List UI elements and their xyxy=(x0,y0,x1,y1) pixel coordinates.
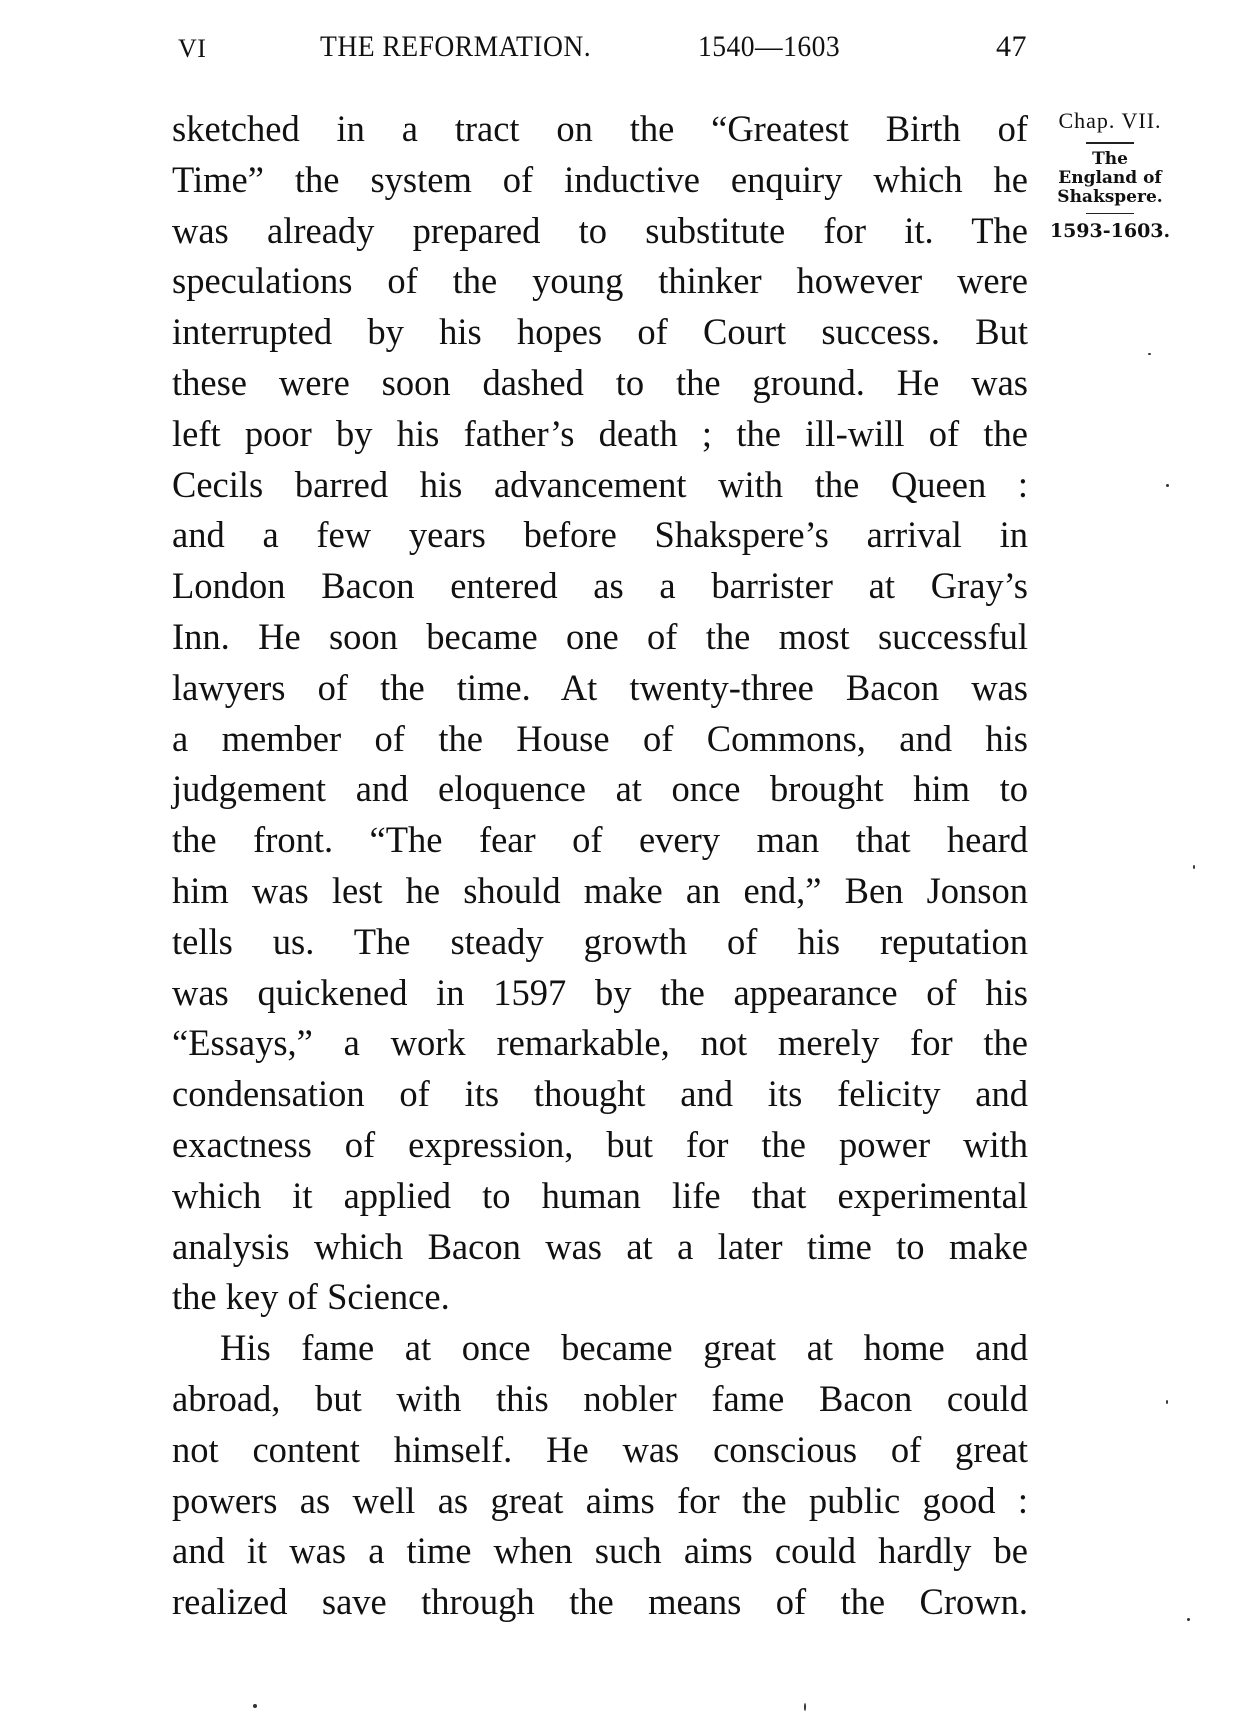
scan-speck xyxy=(1166,1400,1168,1404)
margin-note xyxy=(1035,108,1185,242)
text-line: condensation of its thought and its felicity and xyxy=(172,1073,1028,1115)
text-line: him was lest he should make an end,” Ben Jonson xyxy=(172,869,1028,911)
text-line: powers as well as great aims for the public good : xyxy=(172,1479,1028,1521)
text-line: His fame at once became great at home and xyxy=(220,1327,1028,1369)
scan-speck xyxy=(1193,865,1195,869)
text-line: which it applied to human life that experimental xyxy=(172,1174,1028,1216)
text-line: and it was a time when such aims could hardly be xyxy=(172,1530,1028,1572)
text-line: judgement and eloquence at once brought him to xyxy=(172,768,1028,810)
text-line: London Bacon entered as a barrister at Gray’s xyxy=(172,565,1028,607)
book-section-title: THE REFORMATION. xyxy=(320,30,592,63)
running-head xyxy=(0,30,1259,70)
body-text xyxy=(172,104,1028,1628)
text-line: interrupted by his hopes of Court success. But xyxy=(172,311,1028,353)
text-line: the front. “The fear of every man that heard xyxy=(172,819,1028,861)
margin-divider xyxy=(1086,213,1134,215)
text-line: exactness of expression, but for the power with xyxy=(172,1123,1028,1165)
margin-topic xyxy=(1035,150,1185,207)
text-line: lawyers of the time. At twenty-three Bacon was xyxy=(172,666,1028,708)
margin-topic-line: Shakspere. xyxy=(1057,186,1163,207)
margin-topic-line: England of xyxy=(1058,167,1162,188)
scan-speck xyxy=(1148,353,1151,355)
scan-speck xyxy=(253,1704,257,1708)
paragraph-1 xyxy=(172,104,1028,1323)
text-line: sketched in a tract on the “Greatest Birth of xyxy=(172,108,1028,149)
margin-divider xyxy=(1086,142,1134,144)
text-line: and a few years before Shakspere’s arrival in xyxy=(172,514,1028,556)
paragraph-2 xyxy=(172,1323,1028,1628)
section-date-range: 1540—1603 xyxy=(698,30,841,63)
text-line: these were soon dashed to the ground. He was xyxy=(172,361,1028,403)
text-line: analysis which Bacon was at a later time to make xyxy=(172,1225,1028,1267)
chapter-numeral: VI xyxy=(178,34,207,63)
text-line: realized save through the means of the Crown. xyxy=(172,1581,1028,1623)
scan-speck xyxy=(804,1703,806,1711)
page-number: 47 xyxy=(996,30,1027,63)
text-line: a member of the House of Commons, and his xyxy=(172,717,1028,759)
text-line: Time” the system of inductive enquiry which he xyxy=(172,158,1028,200)
text-line: tells us. The steady growth of his reputation xyxy=(172,920,1028,962)
margin-chapter-label: Chap. VII. xyxy=(1058,108,1162,133)
text-line: Inn. He soon became one of the most successful xyxy=(172,615,1028,657)
text-line: was quickened in 1597 by the appearance of his xyxy=(172,971,1028,1013)
text-line: the key of Science. xyxy=(172,1276,450,1318)
text-line: speculations of the young thinker however were xyxy=(172,260,1028,302)
text-line: abroad, but with this nobler fame Bacon could xyxy=(172,1377,1028,1419)
scan-speck xyxy=(1187,1618,1190,1621)
text-line: was already prepared to substitute for it. The xyxy=(172,209,1028,251)
text-line: “Essays,” a work remarkable, not merely for the xyxy=(172,1022,1028,1064)
text-line: left poor by his father’s death ; the ill-will of the xyxy=(172,412,1028,454)
text-line: not content himself. He was conscious of great xyxy=(172,1428,1028,1470)
scan-speck xyxy=(1166,484,1169,487)
text-line: Cecils barred his advancement with the Queen : xyxy=(172,463,1028,505)
margin-topic-line: The xyxy=(1092,148,1128,169)
margin-years: 1593-1603. xyxy=(1049,220,1171,242)
